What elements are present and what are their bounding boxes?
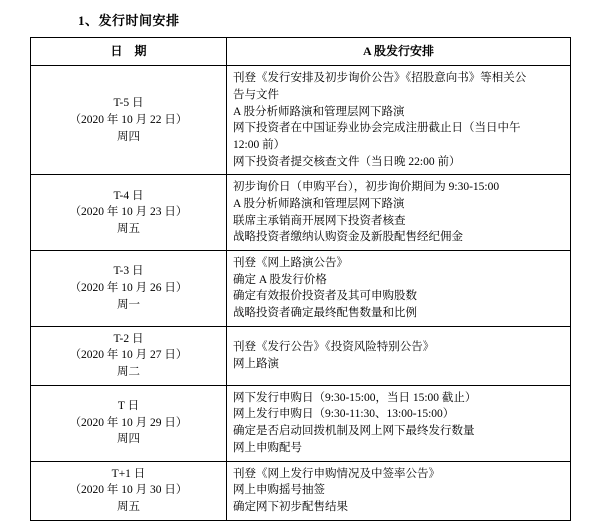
- document-page: [0, 10, 600, 513]
- cell-arrangement: [227, 385, 571, 461]
- issuance-schedule-table: [30, 37, 571, 521]
- date-line: T-2 日: [113, 332, 144, 345]
- date-line: （2020 年 10 月 22 日）: [69, 114, 188, 127]
- date-line: 周五: [117, 500, 140, 513]
- table-row: [31, 251, 571, 327]
- arrangement-line: 初步询价日（申购平台），初步询价期间为 9:30-15:00: [233, 181, 500, 194]
- arrangement-line: 网上申购配号: [233, 441, 302, 454]
- arrangement-line: A 股分析师路演和管理层网下路演: [233, 198, 405, 211]
- arrangement-line: 网下发行申购日（9:30-15:00，当日 15:00 截止）: [233, 391, 477, 404]
- table-row: [31, 66, 571, 175]
- cell-date: [31, 175, 227, 251]
- date-line: T+1 日: [111, 467, 146, 480]
- date-line: 周二: [117, 366, 140, 379]
- arrangement-line: 12:00 前）: [233, 139, 286, 152]
- cell-arrangement: [227, 175, 571, 251]
- arrangement-line: 网下投资者在中国证券业协会完成注册截止日（当日中午: [233, 122, 521, 135]
- arrangement-line: A 股分析师路演和管理层网下路演: [233, 105, 405, 118]
- table-row: [31, 175, 571, 251]
- arrangement-line: 刊登《发行公告》《投资风险特别公告》: [233, 341, 435, 354]
- date-line: （2020 年 10 月 23 日）: [69, 206, 188, 219]
- date-line: T-4 日: [113, 189, 144, 202]
- arrangement-line: 战略投资者确定最终配售数量和比例: [233, 307, 417, 320]
- arrangement-line: 战略投资者缴纳认购资金及新股配售经纪佣金: [233, 231, 463, 244]
- column-header-date: 日 期: [31, 38, 227, 66]
- arrangement-line: 联席主承销商开展网下投资者核查: [233, 214, 406, 227]
- cell-date: [31, 385, 227, 461]
- arrangement-line: 确定是否启动回拨机制及网上网下最终发行数量: [233, 425, 475, 438]
- table-row: [31, 326, 571, 385]
- date-line: 周四: [117, 433, 140, 446]
- date-line: （2020 年 10 月 26 日）: [69, 282, 188, 295]
- arrangement-line: 网上发行申购日（9:30-11:30、13:00-15:00）: [233, 408, 455, 421]
- arrangement-line: 确定网下初步配售结果: [233, 500, 348, 513]
- cell-date: [31, 66, 227, 175]
- arrangement-line: 网下投资者提交核查文件（当日晚 22:00 前）: [233, 155, 461, 168]
- cell-arrangement: [227, 66, 571, 175]
- date-line: T-5 日: [113, 97, 144, 110]
- arrangement-line: 确定 A 股发行价格: [233, 273, 327, 286]
- cell-date: [31, 326, 227, 385]
- arrangement-line: 刊登《网上发行申购情况及中签率公告》: [233, 467, 440, 480]
- cell-date: [31, 251, 227, 327]
- table-header-row: [31, 38, 571, 66]
- arrangement-line: 刊登《发行安排及初步询价公告》《招股意向书》等相关公: [233, 72, 527, 85]
- column-header-arrangement: A 股发行安排: [227, 38, 571, 66]
- arrangement-line: 刊登《网上路演公告》: [233, 257, 348, 270]
- table-body: [31, 66, 571, 520]
- cell-arrangement: [227, 251, 571, 327]
- table-row: [31, 461, 571, 520]
- arrangement-line: 确定有效报价投资者及其可申购股数: [233, 290, 417, 303]
- arrangement-line: 网上路演: [233, 357, 279, 370]
- page-title: 1、发行时间安排: [78, 13, 180, 28]
- date-line: 周四: [117, 130, 140, 143]
- date-line: 周一: [117, 298, 140, 311]
- cell-arrangement: [227, 461, 571, 520]
- date-line: （2020 年 10 月 29 日）: [69, 416, 188, 429]
- date-line: （2020 年 10 月 30 日）: [69, 484, 188, 497]
- date-line: 周五: [117, 223, 140, 236]
- table-row: [31, 385, 571, 461]
- cell-arrangement: [227, 326, 571, 385]
- date-line: T 日: [117, 400, 140, 413]
- arrangement-line: 告与文件: [233, 89, 279, 102]
- date-line: （2020 年 10 月 27 日）: [69, 349, 188, 362]
- arrangement-line: 网上申购摇号抽签: [233, 484, 325, 497]
- cell-date: [31, 461, 227, 520]
- date-line: T-3 日: [113, 265, 144, 278]
